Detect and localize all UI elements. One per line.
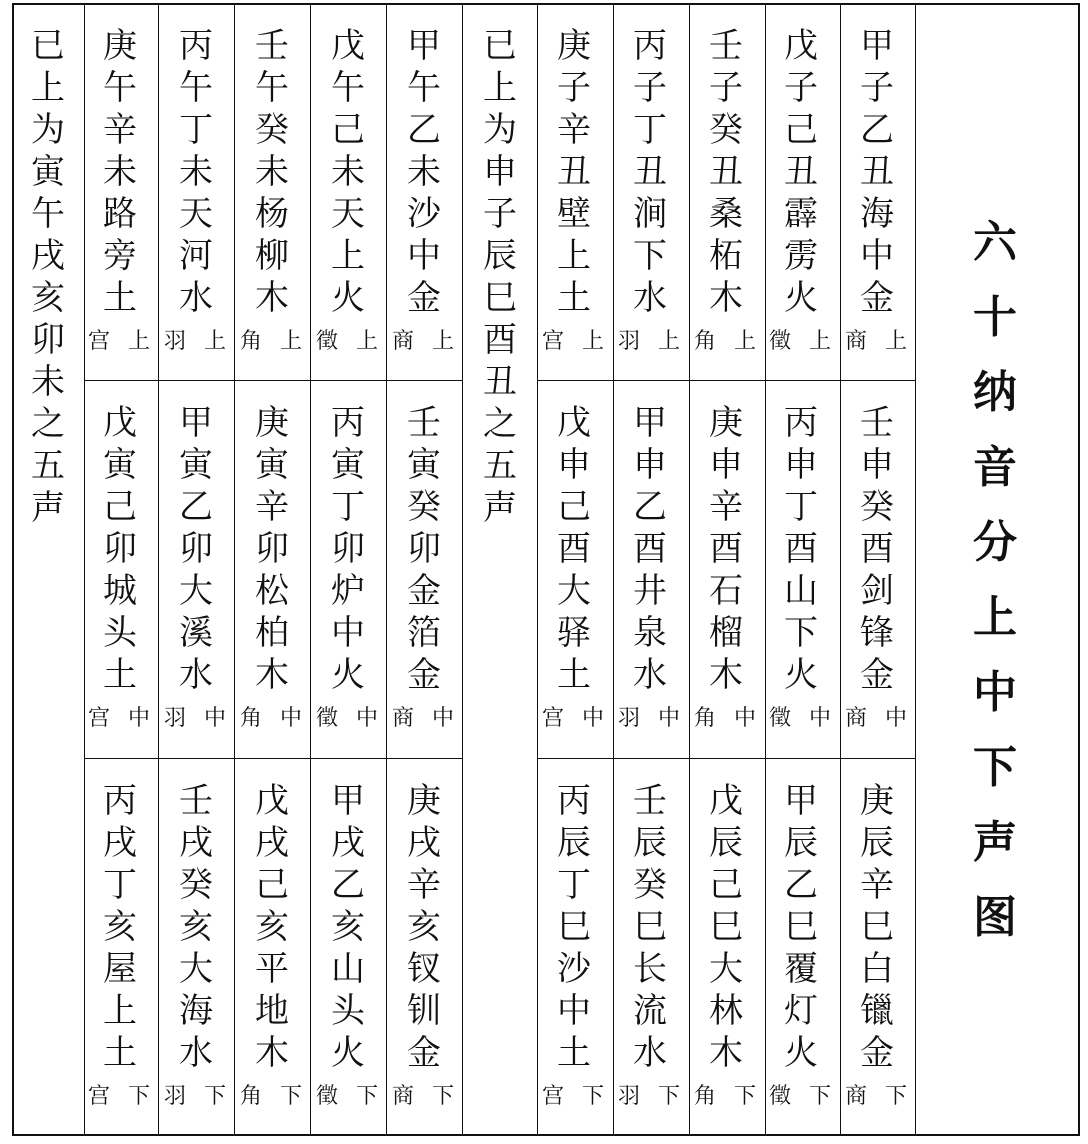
column-divider — [840, 3, 841, 1136]
level-label: 上 — [279, 329, 302, 354]
nayin-cell-name: 戊 午 己 未 天 上 火 — [331, 26, 365, 318]
tone-level-label — [82, 706, 156, 732]
level-label: 上 — [431, 329, 454, 354]
column-divider — [310, 3, 311, 1136]
row-divider — [84, 758, 462, 759]
nayin-cell-name: 戊 子 己 丑 霹 雳 火 — [784, 26, 818, 318]
tone-level-label — [386, 706, 460, 732]
tone-level-label — [536, 329, 610, 355]
column-divider — [613, 3, 614, 1136]
level-label: 中 — [355, 706, 378, 731]
page-title: 六 十 纳 音 分 上 中 下 声 图 — [973, 217, 1017, 943]
tone-label: 羽 — [164, 329, 187, 354]
nayin-cell-name: 戊 戌 己 亥 平 地 木 — [255, 781, 289, 1073]
tone-label: 角 — [694, 1084, 717, 1109]
tone-label: 宫 — [88, 706, 111, 731]
nayin-cell-name: 壬 子 癸 丑 桑 柘 木 — [709, 26, 743, 318]
tone-level-label — [612, 329, 686, 355]
column-divider — [234, 3, 235, 1136]
tone-label: 羽 — [618, 706, 641, 731]
tone-label: 角 — [694, 329, 717, 354]
level-label: 上 — [127, 329, 150, 354]
tone-level-label — [310, 329, 384, 355]
nayin-cell-name: 甲 午 乙 未 沙 中 金 — [407, 26, 441, 318]
tone-label: 徵 — [769, 706, 792, 731]
tone-level-label — [839, 706, 913, 732]
tone-level-label — [82, 329, 156, 355]
note-left: 已 上 为 寅 午 戌 亥 卯 未 之 五 声 — [31, 26, 65, 528]
row-divider — [537, 380, 915, 381]
row-divider — [537, 758, 915, 759]
nayin-cell-name: 壬 申 癸 酉 剑 锋 金 — [860, 403, 894, 695]
level-label: 下 — [431, 1084, 454, 1109]
tone-label: 宫 — [88, 1084, 111, 1109]
tone-label: 角 — [694, 706, 717, 731]
tone-level-label — [688, 329, 762, 355]
level-label: 中 — [808, 706, 831, 731]
nayin-cell-name: 丙 戌 丁 亥 屋 上 土 — [103, 781, 137, 1073]
level-label: 中 — [127, 706, 150, 731]
tone-level-label — [612, 1084, 686, 1110]
tone-level-label — [763, 706, 837, 732]
nayin-cell-name: 戊 辰 己 巳 大 林 木 — [709, 781, 743, 1073]
nayin-cell-name: 甲 辰 乙 巳 覆 灯 火 — [784, 781, 818, 1073]
column-divider — [386, 3, 387, 1136]
tone-label: 徵 — [316, 329, 339, 354]
tone-level-label — [688, 1084, 762, 1110]
tone-label: 宫 — [542, 706, 565, 731]
level-label: 下 — [657, 1084, 680, 1109]
tone-label: 徵 — [316, 1084, 339, 1109]
column-divider — [462, 3, 463, 1136]
nayin-cell-name: 庚 午 辛 未 路 旁 土 — [103, 26, 137, 318]
level-label: 中 — [657, 706, 680, 731]
nayin-cell-name: 庚 子 辛 丑 壁 上 土 — [557, 26, 591, 318]
tone-label: 羽 — [618, 329, 641, 354]
nayin-cell-name: 壬 午 癸 未 杨 柳 木 — [255, 26, 289, 318]
tone-label: 徵 — [769, 1084, 792, 1109]
tone-label: 商 — [392, 706, 415, 731]
tone-label: 商 — [392, 1084, 415, 1109]
tone-level-label — [310, 706, 384, 732]
level-label: 中 — [203, 706, 226, 731]
level-label: 下 — [733, 1084, 756, 1109]
tone-level-label — [234, 706, 308, 732]
nayin-cell-name: 庚 戌 辛 亥 钗 钏 金 — [407, 781, 441, 1073]
tone-label: 宫 — [542, 1084, 565, 1109]
level-label: 下 — [127, 1084, 150, 1109]
column-divider — [915, 3, 916, 1136]
nayin-cell-name: 庚 申 辛 酉 石 榴 木 — [709, 403, 743, 695]
level-label: 上 — [733, 329, 756, 354]
nayin-cell-name: 庚 寅 辛 卯 松 柏 木 — [255, 403, 289, 695]
nayin-cell-name: 壬 辰 癸 巳 长 流 水 — [633, 781, 667, 1073]
tone-level-label — [158, 329, 232, 355]
level-label: 中 — [733, 706, 756, 731]
nayin-cell-name: 庚 辰 辛 巳 白 镴 金 — [860, 781, 894, 1073]
tone-label: 宫 — [542, 329, 565, 354]
tone-label: 商 — [392, 329, 415, 354]
level-label: 下 — [581, 1084, 604, 1109]
column-divider — [158, 3, 159, 1136]
nayin-cell-name: 甲 寅 乙 卯 大 溪 水 — [179, 403, 213, 695]
tone-label: 羽 — [618, 1084, 641, 1109]
tone-label: 商 — [845, 706, 868, 731]
column-divider — [689, 3, 690, 1136]
nayin-cell-name: 丙 子 丁 丑 涧 下 水 — [633, 26, 667, 318]
tone-level-label — [536, 706, 610, 732]
tone-level-label — [612, 706, 686, 732]
nayin-cell-name: 甲 戌 乙 亥 山 头 火 — [331, 781, 365, 1073]
tone-level-label — [763, 329, 837, 355]
nayin-cell-name: 甲 子 乙 丑 海 中 金 — [860, 26, 894, 318]
level-label: 下 — [808, 1084, 831, 1109]
tone-level-label — [158, 706, 232, 732]
tone-level-label — [688, 706, 762, 732]
note-middle: 已 上 为 申 子 辰 巳 酉 丑 之 五 声 — [483, 26, 517, 528]
level-label: 中 — [431, 706, 454, 731]
tone-label: 羽 — [164, 706, 187, 731]
nayin-cell-name: 壬 寅 癸 卯 金 箔 金 — [407, 403, 441, 695]
tone-level-label — [763, 1084, 837, 1110]
row-divider — [84, 380, 462, 381]
level-label: 上 — [355, 329, 378, 354]
nayin-cell-name: 丙 辰 丁 巳 沙 中 土 — [557, 781, 591, 1073]
tone-label: 徵 — [769, 329, 792, 354]
tone-label: 徵 — [316, 706, 339, 731]
tone-level-label — [386, 329, 460, 355]
level-label: 中 — [279, 706, 302, 731]
level-label: 上 — [203, 329, 226, 354]
nayin-cell-name: 戊 申 己 酉 大 驿 土 — [557, 403, 591, 695]
nayin-cell-name: 甲 申 乙 酉 井 泉 水 — [633, 403, 667, 695]
nayin-cell-name: 丙 申 丁 酉 山 下 火 — [784, 403, 818, 695]
tone-level-label — [234, 1084, 308, 1110]
tone-label: 角 — [240, 1084, 263, 1109]
level-label: 上 — [808, 329, 831, 354]
level-label: 下 — [279, 1084, 302, 1109]
nayin-cell-name: 戊 寅 己 卯 城 头 土 — [103, 403, 137, 695]
tone-label: 角 — [240, 329, 263, 354]
tone-level-label — [839, 1084, 913, 1110]
tone-level-label — [839, 329, 913, 355]
tone-level-label — [536, 1084, 610, 1110]
level-label: 上 — [581, 329, 604, 354]
tone-level-label — [82, 1084, 156, 1110]
nayin-cell-name: 丙 寅 丁 卯 炉 中 火 — [331, 403, 365, 695]
level-label: 中 — [884, 706, 907, 731]
tone-label: 商 — [845, 329, 868, 354]
nayin-cell-name: 丙 午 丁 未 天 河 水 — [179, 26, 213, 318]
level-label: 上 — [657, 329, 680, 354]
tone-level-label — [234, 329, 308, 355]
level-label: 下 — [203, 1084, 226, 1109]
tone-label: 商 — [845, 1084, 868, 1109]
level-label: 下 — [355, 1084, 378, 1109]
tone-label: 宫 — [88, 329, 111, 354]
nayin-cell-name: 壬 戌 癸 亥 大 海 水 — [179, 781, 213, 1073]
tone-level-label — [310, 1084, 384, 1110]
tone-level-label — [158, 1084, 232, 1110]
column-divider — [84, 3, 85, 1136]
tone-label: 角 — [240, 706, 263, 731]
chart-frame — [12, 3, 1080, 1136]
level-label: 上 — [884, 329, 907, 354]
level-label: 下 — [884, 1084, 907, 1109]
level-label: 中 — [581, 706, 604, 731]
tone-label: 羽 — [164, 1084, 187, 1109]
column-divider — [765, 3, 766, 1136]
column-divider — [537, 3, 538, 1136]
tone-level-label — [386, 1084, 460, 1110]
